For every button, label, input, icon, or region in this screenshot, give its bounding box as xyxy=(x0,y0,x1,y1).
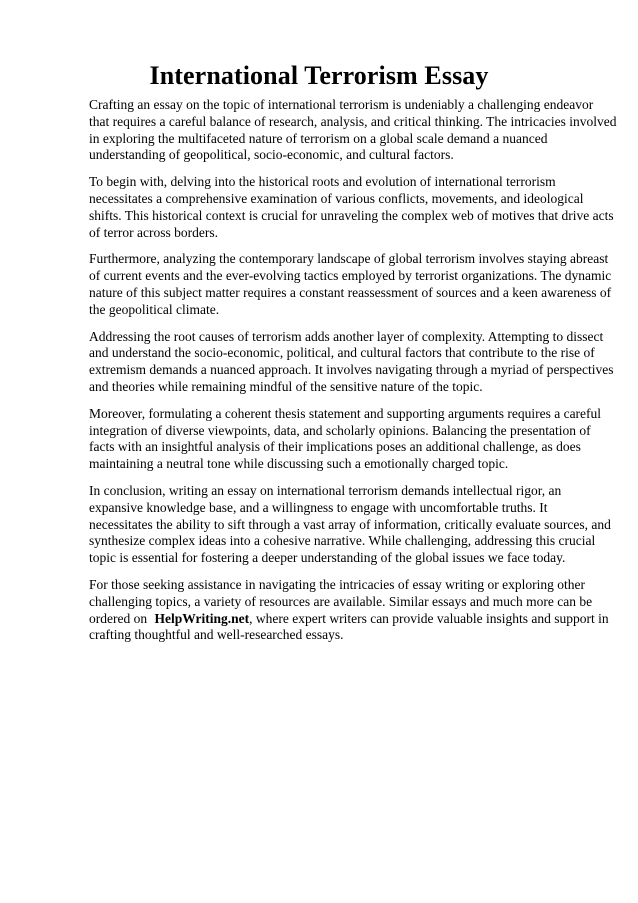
paragraph-conclusion xyxy=(89,482,611,567)
text-line: understanding of geopolitical, socio-economic, and cultural factors. xyxy=(89,147,454,163)
text-line: shifts. This historical context is crucial for unraveling the complex web of motives that drive acts xyxy=(89,207,614,223)
essay-title: International Terrorism Essay xyxy=(149,61,489,90)
text-line: Crafting an essay on the topic of international terrorism is undeniably a challenging endeavor xyxy=(89,97,594,112)
text-line: In conclusion, writing an essay on international terrorism demands intellectual rigor, an xyxy=(89,482,562,498)
text-line: Addressing the root causes of terrorism adds another layer of complexity. Attempting to dissect xyxy=(89,328,604,344)
text-line: of current events and the ever-evolving tactics employed by terrorist organizations. The dynamic xyxy=(89,268,612,284)
text-line-with-link xyxy=(89,611,607,628)
text-line: and understand the socio-economic, political, and cultural factors that contribute to the rise of xyxy=(89,345,595,361)
helpwriting-link[interactable]: HelpWriting.net xyxy=(154,610,250,626)
text-segment: , where expert writers can provide valuable insights and support in xyxy=(249,610,609,626)
paragraph-contemporary xyxy=(89,251,612,318)
text-line: nature of this subject matter requires a constant reassessment of sources and a keen awareness of xyxy=(89,284,612,300)
text-segment: ordered on xyxy=(89,610,148,626)
text-line: extremism demands a nuanced approach. It involves navigating through a myriad of perspectives xyxy=(89,362,614,378)
paragraph-thesis xyxy=(89,406,607,473)
text-line: necessitates the ability to sift through a vast array of information, critically evaluate sources, and xyxy=(89,516,611,532)
text-line: synthesize complex ideas into a cohesive narrative. While challenging, addressing this crucial xyxy=(89,533,596,549)
text-line: necessitates a comprehensive examination of various conflicts, movements, and ideological xyxy=(89,190,584,206)
text-line: For those seeking assistance in navigating the intricacies of essay writing or exploring other xyxy=(89,576,585,592)
text-line: crafting thoughtful and well-researched essays. xyxy=(89,627,344,643)
text-line: the geopolitical climate. xyxy=(89,301,220,317)
paragraph-historical xyxy=(89,174,614,241)
paragraph-closing xyxy=(89,577,607,644)
text-line: topic is essential for fostering a deeper understanding of the global issues we face today. xyxy=(89,550,566,566)
paragraph-intro xyxy=(89,97,617,164)
text-line: and theories while remaining mindful of the sensitive nature of the topic. xyxy=(89,378,483,394)
essay-body xyxy=(89,97,617,654)
text-line: integration of diverse viewpoints, data, and scholarly opinions. Balancing the presentation of xyxy=(89,422,591,438)
text-line: To begin with, delving into the historical roots and evolution of international terrorism xyxy=(89,174,556,190)
text-line: that requires a careful balance of research, analysis, and critical thinking. The intricacies involved xyxy=(89,113,617,129)
text-line: facts with an insightful analysis of their implications poses an additional challenge, as does xyxy=(89,439,581,455)
text-line: Moreover, formulating a coherent thesis statement and supporting arguments requires a careful xyxy=(89,405,602,421)
text-line: in exploring the multifaceted nature of terrorism on a global scale demand a nuanced xyxy=(89,130,548,146)
text-line: of terror across borders. xyxy=(89,224,218,240)
text-line: expansive knowledge base, and a willingness to engage with uncomfortable truths. It xyxy=(89,499,548,515)
paragraph-root-causes xyxy=(89,328,614,396)
text-line: maintaining a neutral tone while discussing such a emotionally charged topic. xyxy=(89,456,509,472)
text-line: challenging topics, a variety of resources are available. Similar essays and much more can be xyxy=(89,593,593,609)
text-line: Furthermore, analyzing the contemporary landscape of global terrorism involves staying abreast xyxy=(89,251,609,267)
